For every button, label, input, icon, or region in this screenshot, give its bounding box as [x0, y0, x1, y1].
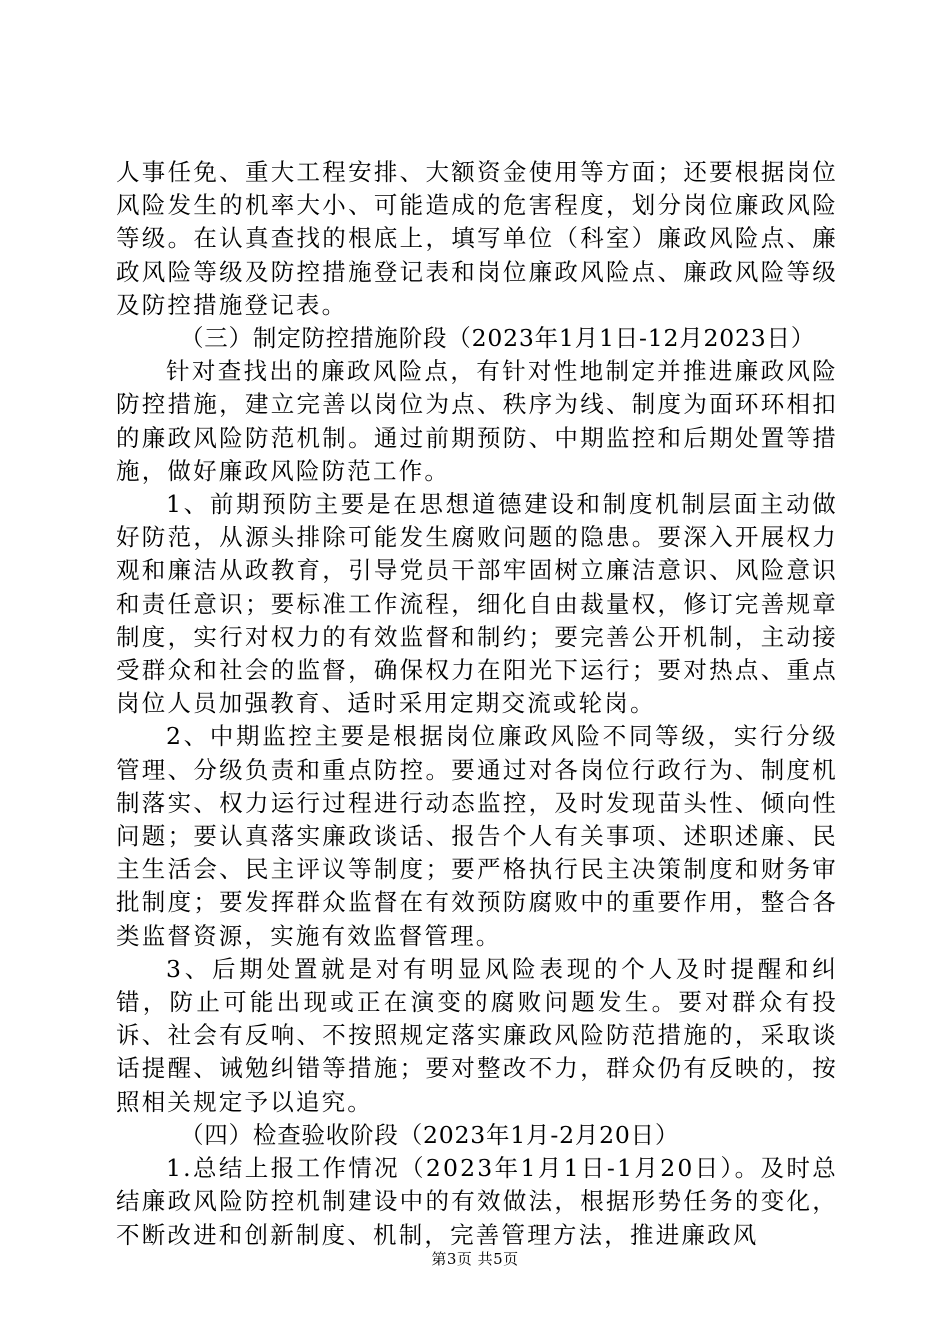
paragraph-early-prevention: 1、前期预防主要是在思想道德建设和制度机制层面主动做好防范，从源头排除可能发生腐败问题的隐患。要深入开展权力观和廉洁从政教育，引导党员干部牢固树立廉洁意识、风险意识和责任意识；要标准工作流程，细化自由裁量权，修订完善规章制度，实行对权力的有效监督和制约；要完善公开机制，主动接受群众和社会的监督，确保权力在阳光下运行；要对热点、重点岗位人员加强教育、适时采用定期交流或轮岗。 [116, 490, 838, 718]
section-heading-3: （三）制定防控措施阶段（2023年1月1日-12月2023日） [180, 324, 816, 353]
document-body [116, 156, 838, 1252]
page-footer: 第3页 共5页 [431, 1250, 519, 1268]
paragraph-mid-monitoring: 2、中期监控主要是根据岗位廉政风险不同等级，实行分级管理、分级负责和重点防控。要通过对各岗位行政行为、制度机制落实、权力运行过程进行动态监控，及时发现苗头性、倾向性问题；要认真落实廉政谈话、报告个人有关事项、述职述廉、民主生活会、民主评议等制度；要严格执行民主决策制度和财务审批制度；要发挥群众监督在有效预防腐败中的重要作用，整合各类监督资源，实施有效监督管理。 [116, 722, 838, 950]
section-heading-4: （四）检查验收阶段（2023年1月-2月20日） [180, 1120, 680, 1149]
paragraph-prevention-intro: 针对查找出的廉政风险点，有针对性地制定并推进廉政风险防控措施，建立完善以岗位为点、秩序为线、制度为面环环相扣的廉政风险防范机制。通过前期预防、中期监控和后期处置等措施，做好廉政风险防范工作。 [116, 357, 838, 485]
paragraph-risk-levels: 人事任免、重大工程安排、大额资金使用等方面；还要根据岗位风险发生的机率大小、可能造成的危害程度，划分岗位廉政风险等级。在认真查找的根底上，填写单位（科室）廉政风险点、廉政风险等级及防控措施登记表和岗位廉政风险点、廉政风险等级及防控措施登记表。 [116, 158, 838, 319]
paragraph-late-handling: 3、后期处置就是对有明显风险表现的个人及时提醒和纠错，防止可能出现或正在演变的腐败问题发生。要对群众有投诉、社会有反响、不按照规定落实廉政风险防范措施的，采取谈话提醒、诫勉纠错等措施；要对整改不力，群众仍有反映的，按照相关规定予以追究。 [116, 954, 838, 1116]
paragraph-summary-report: 1.总结上报工作情况（2023年1月1日-1月20日）。及时总结廉政风险防控机制建设中的有效做法，根据形势任务的变化，不断改进和创新制度、机制，完善管理方法，推进廉政风 [116, 1154, 838, 1249]
